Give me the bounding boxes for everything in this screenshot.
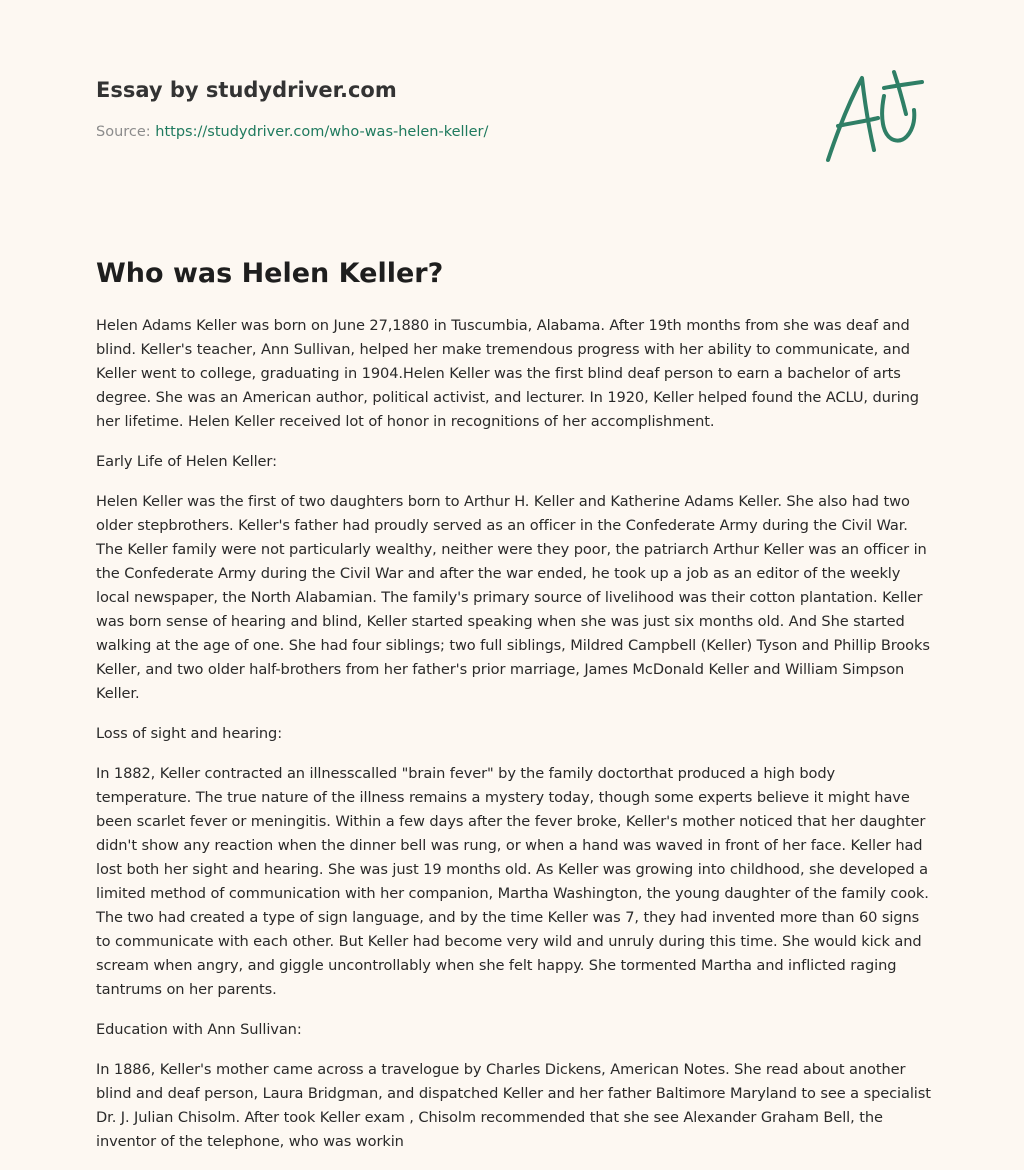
a-plus-grade-logo [818, 66, 930, 166]
paragraph-loss: In 1882, Keller contracted an illnesscalled "brain fever" by the family doctorthat produced a high body temperature. The true nature of the illness remains a mystery today, though some experts believe it might have been scarlet fever or meningitis. Within a few days after the fever broke, Keller's mother noticed that her daughter didn't show any reaction when the dinner bell was rung, or when a hand was waved in front of her face. Keller had lost both her sight and hearing. She was just 19 months old. As Keller was growing into childhood, she developed a limited method of communication with her companion, Martha Washington, the young daughter of the family cook. The two had created a type of sign language, and by the time Keller was 7, they had invented more than 60 signs to communicate with each other. But Keller had become very wild and unruly during this time. She would kick and scream when angry, and giggle uncontrollably when she felt happy. She tormented Martha and inflicted raging tantrums on her parents. [96, 765, 929, 998]
section-heading-early-life: Early Life of Helen Keller: [96, 453, 277, 470]
a-plus-logo-icon [818, 66, 930, 166]
source-link[interactable]: https://studydriver.com/who-was-helen-keller/ [155, 124, 489, 140]
paragraph-education: In 1886, Keller's mother came across a travelogue by Charles Dickens, American Notes. She read about another blind and deaf person, Laura Bridgman, and dispatched Keller and her father Baltimore Maryland to see a specialist Dr. J. Julian Chisolm. After took Keller exam , Chisolm recommended that she see Alexander Graham Bell, the inventor of the telephone, who was workin [96, 1061, 931, 1150]
source-label: Source: [96, 124, 156, 140]
brand-title: Essay by studydriver.com [96, 78, 397, 102]
essay-header [96, 76, 696, 142]
article-title: Who was Helen Keller? [96, 258, 444, 289]
source-line [96, 122, 696, 142]
section-heading-loss: Loss of sight and hearing: [96, 725, 283, 742]
section-heading-education: Education with Ann Sullivan: [96, 1021, 302, 1038]
paragraph-intro: Helen Adams Keller was born on June 27,1880 in Tuscumbia, Alabama. After 19th months from she was deaf and blind. Keller's teacher, Ann Sullivan, helped her make tremendous progress with her ability to communicate, and Keller went to college, graduating in 1904.Helen Keller was the first blind deaf person to earn a bachelor of arts degree. She was an American author, political activist, and lecturer. In 1920, Keller helped found the ACLU, during her lifetime. Helen Keller received lot of honor in recognitions of her accomplishment. [96, 317, 919, 430]
article-body [96, 314, 932, 1170]
paragraph-early-life: Helen Keller was the first of two daughters born to Arthur H. Keller and Katherine Adams Keller. She also had two older stepbrothers. Keller's father had proudly served as an officer in the Confederate Army during the Civil War. The Keller family were not particularly wealthy, neither were they poor, the patriarch Arthur Keller was an officer in the Confederate Army during the Civil War and after the war ended, he took up a job as an editor of the weekly local newspaper, the North Alabamian. The family's primary source of livelihood was their cotton plantation. Keller was born sense of hearing and blind, Keller started speaking when she was just six months old. And She started walking at the age of one. She had four siblings; two full siblings, Mildred Campbell (Keller) Tyson and Phillip Brooks Keller, and two older half-brothers from her father's prior marriage, James McDonald Keller and William Simpson Keller. [96, 493, 930, 702]
